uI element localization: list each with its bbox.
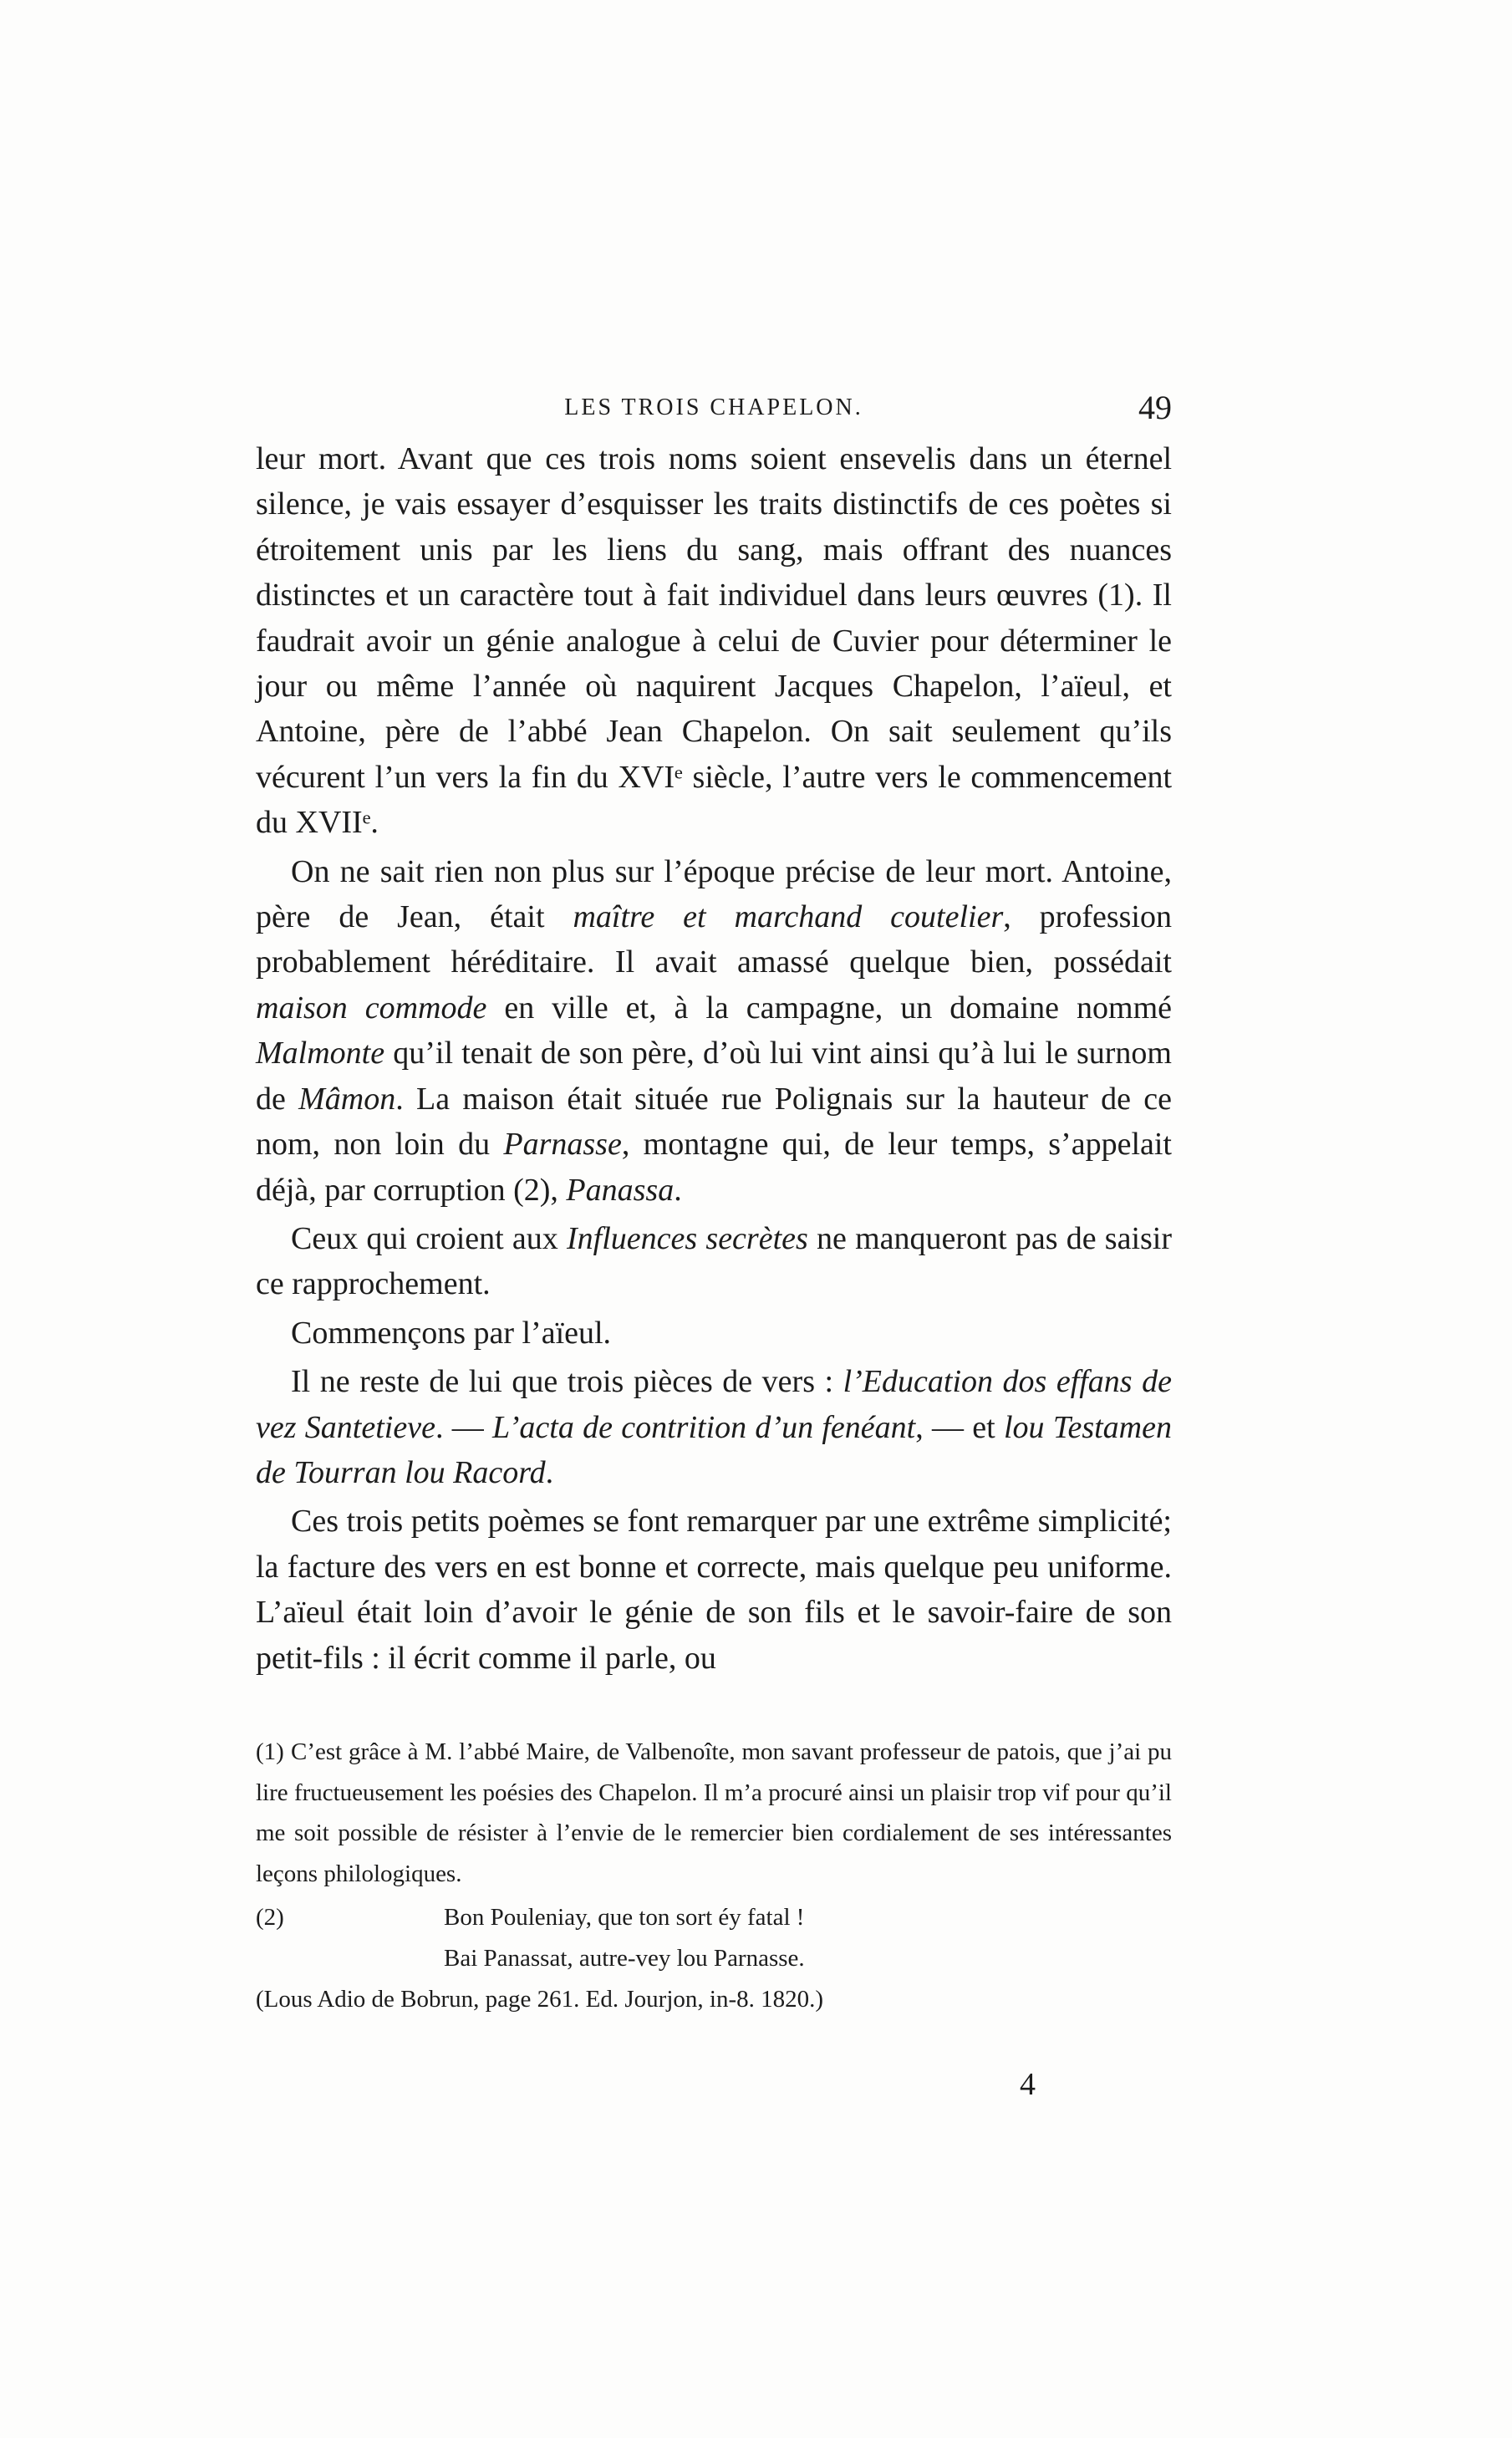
text-run: leur mort. Avant que ces trois noms soient ensevelis dans un éternel silence, je vais essayer d’esquisser les traits distinctifs de ces poètes si étroitement unis par les liens du sang, mais offrant des nuances distinctes et un caractère tout à fait individuel dans leurs œuvres (1). Il faudrait avoir un génie analogue à celui de Cuvier pour déterminer le jour ou même l’année où naquirent Jacques Chapelon, l’aïeul, et Antoine, père de l’abbé Jean Chapelon. On sait seulement qu’ils vécurent l’un vers la fin du XVIᵉ siècle, l’autre vers le commencement du XVIIᵉ.	[256, 441, 1172, 841]
text-run: , profession probablement héréditaire. Il avait amassé quelque bien, possédait	[256, 899, 1172, 980]
text-run: , montagne qui, de leur temps, s’appelait déjà, par corruption (2),	[256, 1127, 1172, 1208]
footnote-2-verse-line: Bon Pouleniay, que ton sort éy fatal !	[444, 1904, 805, 1932]
running-head	[256, 391, 1172, 425]
signature-mark: 4	[1020, 2067, 1036, 2102]
italic-phrase: Malmonte	[256, 1036, 385, 1071]
body-paragraph	[256, 1311, 1172, 1356]
italic-phrase: Influences secrètes	[567, 1220, 808, 1256]
body-paragraph	[256, 1216, 1172, 1307]
footnote-1	[256, 1732, 1172, 1894]
text-run: On ne sait rien non plus sur l’époque précise de leur mort. Antoine, père de Jean, était	[256, 853, 1172, 935]
running-title: LES TROIS CHAPELON.	[564, 394, 863, 420]
italic-phrase: Mâmon	[298, 1081, 396, 1117]
italic-phrase: maître et marchand coutelier	[573, 899, 1004, 935]
text-run: Il ne reste de lui que trois pièces de vers :	[291, 1364, 843, 1400]
footnotes	[256, 1732, 1172, 2019]
text-run: , — et	[915, 1409, 1004, 1445]
text-run: Ceux qui croient aux	[291, 1220, 568, 1256]
footnote-2	[256, 1897, 1172, 2019]
italic-phrase: maison commode	[256, 990, 487, 1026]
italic-phrase: l’Education dos effans de vez Santetieve	[256, 1364, 1172, 1445]
text-run: en ville et, à la campagne, un domaine nommé	[486, 990, 1172, 1026]
italic-phrase: Parnasse	[503, 1127, 622, 1163]
body-paragraph	[256, 1359, 1172, 1495]
text-run: . —	[435, 1409, 493, 1445]
body-paragraph	[256, 849, 1172, 1213]
footnote-2-mark: (2)	[256, 1904, 284, 1932]
body-paragraph	[256, 1499, 1172, 1681]
italic-phrase: L’acta de contrition d’un fenéant	[492, 1409, 916, 1445]
text-run: .	[674, 1172, 682, 1208]
footnote-1-mark: (1)	[256, 1738, 284, 1765]
italic-phrase: lou Testamen de Tourran lou Racord	[256, 1409, 1172, 1490]
body-paragraph	[256, 436, 1172, 846]
page-number: 49	[1138, 389, 1172, 426]
text-run: qu’il tenait de son père, d’où lui vint ainsi qu’à lui le surnom de	[256, 1036, 1172, 1117]
body-text	[256, 436, 1172, 1681]
footnote-2-source: (Lous Adio de Bobrun, page 261. Ed. Jourjon, in-8. 1820.)	[256, 1985, 824, 2013]
italic-phrase: Panassa	[566, 1172, 675, 1208]
footnote-1-text: C’est grâce à M. l’abbé Maire, de Valbenoîte, mon savant professeur de patois, que j’ai pu lire fructueusement les poésies des Chapelon. Il m’a procuré ainsi un plaisir trop vif pour qu’il me soit possible de résister à l’envie de le remercier bien cordialement de ses intéressantes leçons philologiques.	[256, 1738, 1172, 1887]
text-run: . La maison était située rue Polignais sur la hauteur de ce nom, non loin du	[256, 1081, 1172, 1163]
text-run: Commençons par l’aïeul.	[291, 1315, 612, 1351]
text-run: ne manqueront pas de saisir ce rapprochement.	[256, 1220, 1172, 1302]
text-run: Ces trois petits poèmes se font remarquer par une extrême simplicité; la facture des vers en est bonne et correcte, mais quelque peu uniforme. L’aïeul était loin d’avoir le génie de son fils et le savoir-faire de son petit-fils : il écrit comme il parle, ou	[256, 1504, 1172, 1676]
text-run: .	[545, 1454, 554, 1490]
footnote-2-verse-line: Bai Panassat, autre-vey lou Parnasse.	[444, 1944, 805, 1972]
